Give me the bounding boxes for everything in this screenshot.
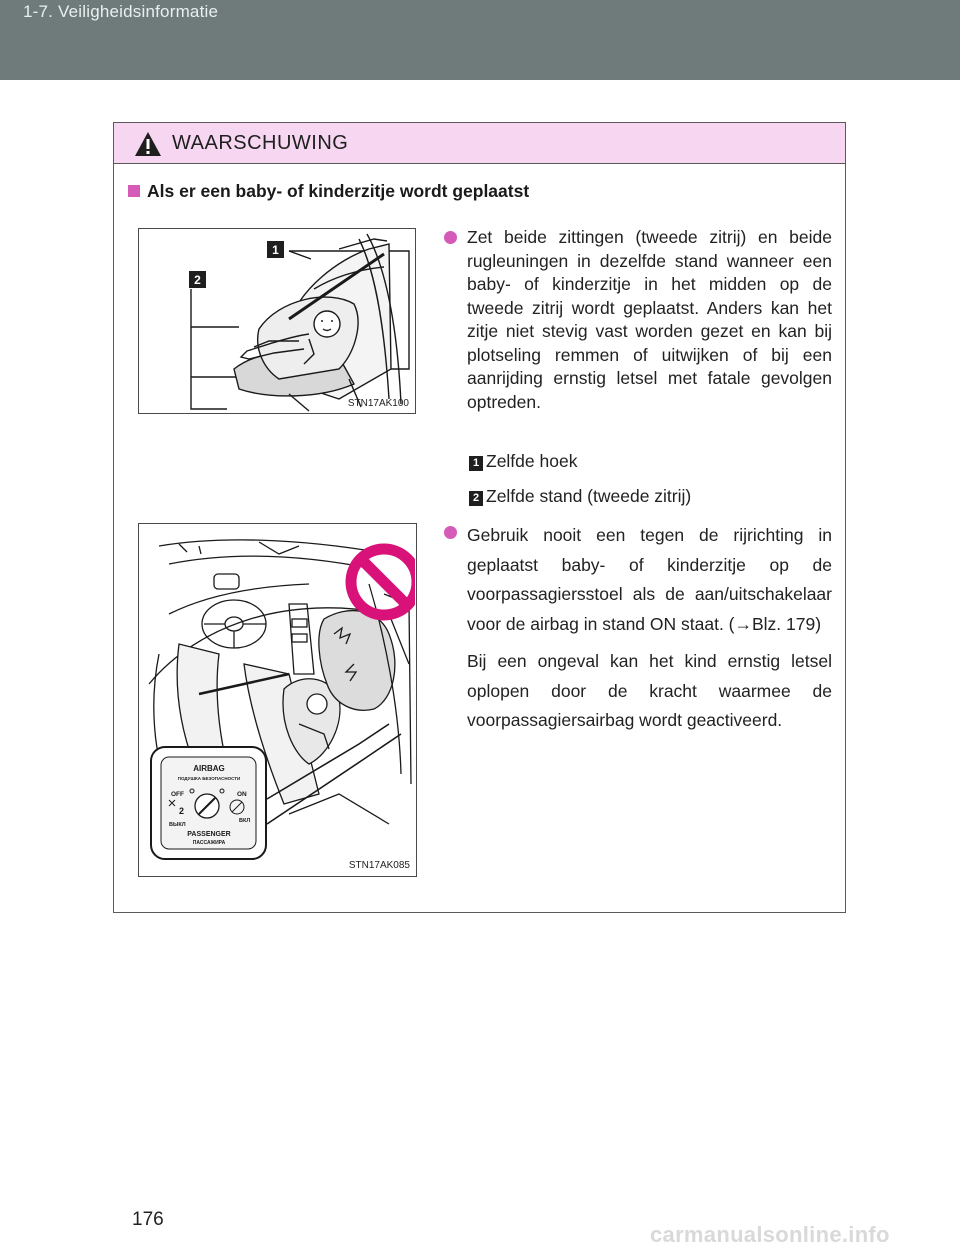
warning-box [113, 122, 846, 913]
child-seat-illustration [139, 229, 414, 412]
page-number: 176 [132, 1209, 164, 1230]
figure-code: STN17AK085 [348, 860, 410, 871]
square-bullet-icon [128, 185, 140, 197]
legend-number: 1 [469, 456, 483, 471]
switch-off-ru-label: ВЫКЛ [169, 822, 186, 828]
round-bullet-icon [444, 231, 457, 244]
callout-2: 2 [194, 273, 201, 287]
page-header [0, 0, 960, 80]
switch-on-label: ON [237, 791, 247, 798]
legend-item-1 [469, 451, 577, 472]
watermark: carmanualsonline.info [650, 1222, 890, 1247]
legend-text: Zelfde hoek [486, 451, 578, 471]
switch-passenger-ru-label: ПАССАЖИРА [192, 840, 226, 846]
bullet-1-text: Zet beide zittingen (tweede zitrij) en beide rugleuningen in dezelfde stand wanneer een baby- of kinderzitje in het midden op de tweede zitrij wordt geplaatst. Anders kan het zitje niet stevig vast worden gezet en kan bij plotseling remmen of uitwijken of bij een aanrijding ernstig letsel met fatale gevolgen optreden. [467, 227, 832, 412]
warning-header [114, 123, 845, 164]
switch-small-label: 2 [179, 806, 185, 816]
legend-number: 2 [469, 491, 483, 506]
switch-airbag-ru-label: ПОДУШКА БЕЗОПАСНОСТИ [177, 776, 241, 781]
bullet-2-text: Gebruik nooit een tegen de rijrichting in geplaatst baby- of kinderzitje op de voorpassagiersstoel als de aan/uitschakelaar voor de airbag in stand ON staat. (→Blz. 179) [467, 525, 832, 634]
round-bullet-icon [444, 526, 457, 539]
switch-passenger-label: PASSENGER [187, 831, 231, 838]
callout-1: 1 [272, 243, 279, 257]
bullet-2 [444, 521, 832, 639]
switch-airbag-label: AIRBAG [193, 764, 225, 773]
switch-on-ru-label: ВКЛ [239, 818, 251, 824]
airbag-paragraph: Bij een ongeval kan het kind ernstig letsel oplopen door de kracht waarmee de voorpassagiersairbag wordt geactiveerd. [467, 651, 832, 730]
airbag-illustration [139, 524, 415, 875]
section-breadcrumb: 1-7. Veiligheidsinformatie [23, 2, 219, 21]
figure-code: STN17AK100 [347, 398, 409, 409]
switch-off-label: OFF [171, 791, 184, 798]
child-seat-figure [138, 228, 416, 414]
section-title-text: Als er een baby- of kinderzitje wordt geplaatst [147, 181, 530, 201]
warning-title: WAARSCHUWING [172, 132, 349, 154]
airbag-warning-figure [138, 523, 417, 877]
legend-text: Zelfde stand (tweede zitrij) [486, 486, 692, 506]
warning-triangle-icon [134, 131, 162, 157]
legend-item-2 [469, 486, 691, 507]
bullet-1 [444, 226, 832, 414]
section-title [128, 181, 529, 202]
